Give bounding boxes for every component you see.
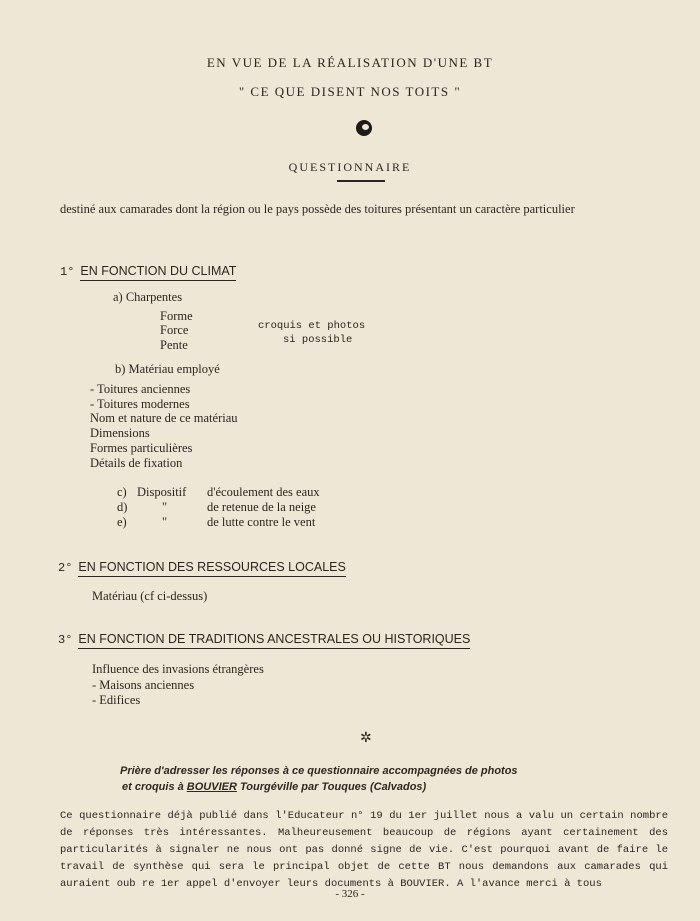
traditions-item: Influence des invasions étrangères [92, 662, 264, 676]
charpentes-item: Pente [160, 338, 188, 352]
section-number: 1° [60, 265, 75, 279]
traditions-item: - Maisons anciennes [92, 678, 195, 692]
page-number: - 326 - [335, 888, 365, 900]
materiau-item: Nom et nature de ce matériau [90, 411, 238, 425]
item-text: de lutte contre le vent [207, 515, 316, 529]
item-text: de retenue de la neige [207, 500, 316, 514]
request-line-2 [122, 781, 426, 793]
section-title: EN FONCTION DES RESSOURCES LOCALES [78, 560, 345, 577]
title-line-2: " CE QUE DISENT NOS TOITS " [238, 84, 462, 99]
title-line-1: EN VUE DE LA RÉALISATION D'UNE BT [206, 55, 494, 70]
asterisk-separator-icon: ✲ [360, 731, 372, 746]
traditions-item: - Edifices [92, 693, 141, 707]
closing-paragraph: Ce questionnaire déjà publié dans l'Educateur n° 19 du 1er juillet nous a valu un certain nombre de réponses très intéressantes. Malheureusement beaucoup de régions ayant certainement des particularités à signaler ne nous ont pas donné signe de vie. C'est pourquoi avant de faire le travail de synthèse qui sera le principal objet de cette BT nous demandons aux camarades qui auraient oub re 1er appel d'envoyer leurs documents à BOUVIER. A l'avance merci à tous [60, 810, 668, 890]
item-ditto: " [162, 515, 168, 529]
item-letter: c) [117, 485, 127, 499]
item-ditto: Dispositif [137, 485, 187, 499]
section-number: 3° [58, 633, 73, 647]
section-title: EN FONCTION DU CLIMAT [80, 264, 236, 281]
materiau-item: - Toitures modernes [90, 397, 190, 411]
heading-underline [337, 180, 385, 182]
sketch-note: si possible [283, 334, 353, 346]
charpentes-item: Force [160, 323, 189, 337]
section-2-heading [58, 560, 346, 575]
materiau-item: Détails de fixation [90, 456, 183, 470]
materiau-item: Formes particulières [90, 441, 193, 455]
request-address: Tourgéville par Touques (Calvados) [236, 781, 427, 793]
ornament-icon [356, 120, 372, 136]
materiau-item: - Toitures anciennes [90, 382, 191, 396]
item-letter: e) [117, 515, 127, 529]
request-prefix: et croquis à [122, 781, 187, 793]
item-ditto: " [162, 500, 168, 514]
request-line-1: Prière d'adresser les réponses à ce questionnaire accompagnées de photos [120, 765, 518, 777]
ressources-item: Matériau (cf ci-dessus) [92, 589, 208, 603]
charpentes-item: Forme [160, 309, 193, 323]
section-1-heading [60, 264, 236, 279]
sketch-note: croquis et photos [258, 320, 366, 332]
request-name: BOUVIER [186, 781, 237, 793]
item-text: d'écoulement des eaux [207, 485, 320, 499]
questionnaire-heading: QUESTIONNAIRE [288, 160, 412, 174]
section-title: EN FONCTION DE TRADITIONS ANCESTRALES OU HISTORIQUES [78, 632, 470, 649]
section-3-heading [58, 632, 470, 647]
materiau-label: b) Matériau employé [115, 362, 220, 376]
intro-text: destiné aux camarades dont la région ou le pays possède des toitures présentant un caractère particulier [60, 202, 575, 216]
section-number: 2° [58, 561, 73, 575]
item-letter: d) [117, 500, 128, 514]
charpentes-label: a) Charpentes [113, 290, 183, 304]
materiau-item: Dimensions [90, 426, 150, 440]
